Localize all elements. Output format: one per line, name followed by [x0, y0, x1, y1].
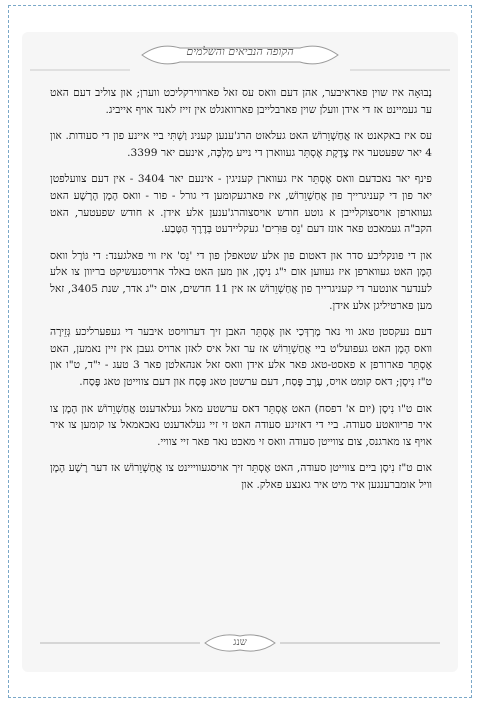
paragraph: פינף יאר נאכדעם וואס אֶסְתֵּר איז געווארן קעניגין - אינעם יאר 3404 - אין דעם צוועלפטן יאר פון די קעניגרייך פון אֲחַשְׁוֵרוֹשׁ, איז פארגעקומען די גורל - פור - וואס הָמָן הָרָשָׁע האט געווארפן אויסצוקלייבן א גוטע חודש אויסצוהרג'ענען אלע אידן. א חודש שפעטער, האט הקב"ה געמאכט פאר אונז דעם 'נֵס פּוּרִים' געקליידעט בְּדֶרֶךְ הַטֶּבַע. — [50, 173, 432, 236]
page-header-title: הקופה הנביאים והשלמים — [186, 45, 294, 58]
paragraph: דעם נעקסטן טאג ווי נאר מָרְדְּכַי און אֶסְתֵּר האבן זיך דערוויסט איבער די געפערליכע גְּזֵירָה וואס הָמָן האט געפועל'ט ביי אֲחַשְׁוֵרוֹשׁ אז ער זאל איס לאזן ארויס געבן אין זיין נאמען, האט אֶסְתֵּר פארורפן א פאסט-טאג פאר אלע אידן וואס זאל אנהאלטן פאר 3 טעג - י"ד, ט"ו און ט"ז נִיסָן; דאס קומט אויס, עֶרֶב פֶּסַח, דעם ערשטן טאג פֶּסַח און דעם צווייטן טאג פֶּסַח. — [50, 326, 432, 388]
main-text — [50, 85, 432, 503]
header-divider-ornament — [30, 60, 450, 80]
paragraph: אום ט"ו נִיסָן (יום א' דפסח) האט אֶסְתֵּר דאס ערשטע מאל געלאדענט אֲחַשְׁוֵרוֹשׁ און הָמָן צו איר פריוואטע סעודה. ביי די דאזיגע סעודה האט זי זיי געלאדענט נאכאמאל צו קומען צו איר אויף צו מארגנס, צום צווייטן סעודה וואס זי מאכט נאר פאר זיי צוויי. — [50, 402, 432, 448]
paragraph: עס איז באקאנט אז אֲחַשְׁוֵרוֹשׁ האט געלאזט הרג'ענען קעניג וַשְׁתִּי ביי איינע פון די סעודות. און 4 יאר שפעטער איז צֶדֶקֶת אֶסְתֵּר געווארן די נייע מַלְכָּה, אינעם יאר 3399. — [50, 130, 432, 159]
paragraph: און די פונקליכע סדר און דאטום פון אלע שטאפלן פון די 'נֵס' איז ווי פאלגענד: די גּוֹרָל וואס הָמָן האט געווארפן איז געווען אום י"ג נִיסָן, און מען האט באלד ארויסגעשיקט בריוון צו אלע לענדער אונטער די קעניגרייך פון אֲחַשְׁוֵרוֹשׁ אז אין 11 חדשים, אום י"ג אדר, שנת 3405, זאל מען פארטיליגן אלע אידן. — [50, 249, 432, 312]
page-number: שנג — [233, 637, 247, 648]
paragraph: אום ט"ז נִיסָן ביים צווייטן סעודה, האט אֶסְתֵּר זיך אויסגעווייינט צו אֲחַשְׁוֵרוֹשׁ אז דער רָשָׁע הָמָן וויל אומברענגען איר מיט איר גאנצע פאלק. און — [50, 462, 432, 491]
paragraph: נְבוּאָה איז שוין פאראיבער, אהן דעם וואס עס זאל פארווירקליכט ווערן; און צוליב דעם האט ער געמיינט אז די אידן וועלן שוין פארבלייבן פארוואגלט אין זייז לאנד אויף אייביג. — [50, 87, 432, 116]
